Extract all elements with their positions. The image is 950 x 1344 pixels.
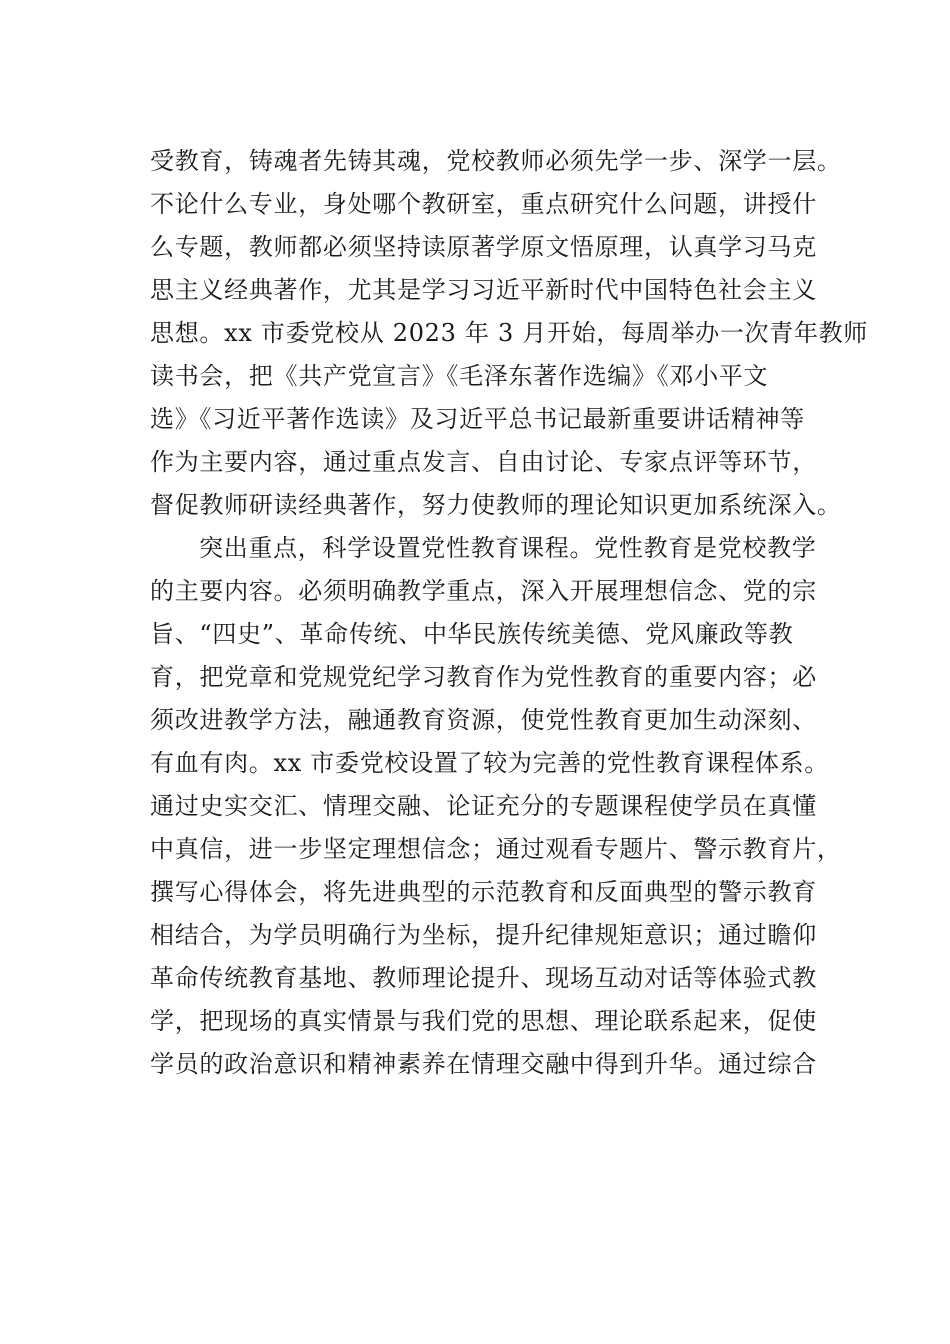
text-line: 旨、“四史”、革命传统、中华民族传统美德、党风廉政等教 [150, 620, 794, 648]
paragraph-2 [150, 527, 850, 1086]
text-line: 督促教师研读经典著作，努力使教师的理论知识更加系统深入。 [150, 491, 842, 519]
text-line: 不论什么专业，身处哪个教研室，重点研究什么问题，讲授什 [150, 190, 817, 218]
text-line: 撰写心得体会，将先进典型的示范教育和反面典型的警示教育 [150, 878, 817, 906]
text-line: 思想。xx 市委党校从 2023 年 3 月开始，每周举办一次青年教师 [150, 319, 869, 347]
text-line: 的主要内容。必须明确教学重点，深入开展理想信念、党的宗 [150, 577, 817, 605]
document-page [150, 140, 869, 1086]
text-line: 通过史实交汇、情理交融、论证充分的专题课程使学员在真懂 [150, 792, 817, 820]
text-line: 相结合，为学员明确行为坐标，提升纪律规矩意识；通过瞻仰 [150, 921, 817, 949]
text-line: 突出重点，科学设置党性教育课程。党性教育是党校教学 [199, 534, 817, 562]
text-line: 革命传统教育基地、教师理论提升、现场互动对话等体验式教 [150, 964, 817, 992]
text-line: 学，把现场的真实情景与我们党的思想、理论联系起来，促使 [150, 1007, 817, 1035]
text-line: 须改进教学方法，融通教育资源，使党性教育更加生动深刻、 [150, 706, 817, 734]
text-line: 读书会，把《共产党宣言》《毛泽东著作选编》《邓小平文 [150, 362, 769, 390]
text-line: 学员的政治意识和精神素养在情理交融中得到升华。通过综合 [150, 1050, 817, 1078]
text-line: 么专题，教师都必须坚持读原著学原文悟原理，认真学习马克 [150, 233, 817, 261]
text-line: 有血有肉。xx 市委党校设置了较为完善的党性教育课程体系。 [150, 749, 829, 777]
paragraph-1 [150, 140, 869, 527]
text-line: 育，把党章和党规党纪学习教育作为党性教育的重要内容；必 [150, 663, 817, 691]
text-line: 思主义经典著作，尤其是学习习近平新时代中国特色社会主义 [150, 276, 817, 304]
text-line: 作为主要内容，通过重点发言、自由讨论、专家点评等环节， [150, 448, 817, 476]
text-line: 选》《习近平著作选读》及习近平总书记最新重要讲话精神等 [150, 405, 805, 433]
text-line: 中真信，进一步坚定理想信念；通过观看专题片、警示教育片， [150, 835, 842, 863]
text-line: 受教育，铸魂者先铸其魂，党校教师必须先学一步、深学一层。 [150, 147, 842, 175]
